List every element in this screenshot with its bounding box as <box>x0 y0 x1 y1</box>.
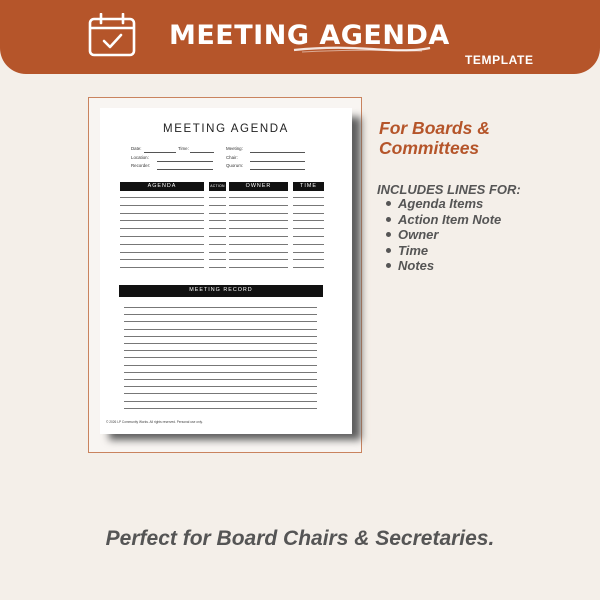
agenda-rule-line <box>120 220 204 221</box>
record-rule-line <box>124 357 317 358</box>
agenda-rule-line <box>293 252 324 253</box>
header-banner <box>0 0 600 74</box>
agenda-rule-line <box>209 259 226 260</box>
agenda-rule-line <box>120 259 204 260</box>
chair-line <box>250 161 305 162</box>
date-label: Date: <box>131 146 142 151</box>
doc-title: MEETING AGENDA <box>163 123 289 135</box>
agenda-rule-line <box>293 220 324 221</box>
list-item <box>382 212 501 228</box>
list-item-label: Owner <box>398 227 439 242</box>
agenda-rule-line <box>229 252 288 253</box>
meeting-line <box>250 152 305 153</box>
bullet-icon <box>386 263 391 268</box>
agenda-rule-line <box>120 197 204 198</box>
record-rule-line <box>124 401 317 402</box>
list-item-label: Time <box>398 242 429 258</box>
agenda-rule-line <box>229 236 288 237</box>
page-footer: © 2026 LP Community Works. All rights reserved. Personal use only. <box>106 420 203 424</box>
agenda-page-preview <box>100 108 352 434</box>
agenda-rule-line <box>293 259 324 260</box>
bullet-icon <box>386 201 391 206</box>
banner-title: MEETING AGENDA <box>169 20 450 51</box>
record-rule-line <box>124 329 317 330</box>
record-rule-line <box>124 321 317 322</box>
date-line <box>144 152 176 153</box>
agenda-rule-line <box>120 228 204 229</box>
record-rule-line <box>124 343 317 344</box>
agenda-rule-line <box>293 267 324 268</box>
location-line <box>157 161 213 162</box>
agenda-rule-line <box>229 205 288 206</box>
agenda-rule-line <box>209 228 226 229</box>
agenda-rule-line <box>209 213 226 214</box>
agenda-rule-line <box>209 244 226 245</box>
agenda-rule-line <box>209 220 226 221</box>
agenda-rule-line <box>293 205 324 206</box>
record-rule-line <box>124 336 317 337</box>
quorum-label: Quorum: <box>226 163 244 168</box>
agenda-rule-line <box>209 205 226 206</box>
bullet-icon <box>386 217 391 222</box>
agenda-rule-line <box>120 252 204 253</box>
includes-label: INCLUDES LINES FOR: <box>377 182 521 197</box>
agenda-rule-line <box>293 197 324 198</box>
recorder-line <box>157 169 213 170</box>
owner-column-header: OWNER <box>229 182 288 191</box>
chair-label: Chair: <box>226 155 238 160</box>
list-item-label: Agenda Items <box>398 196 484 211</box>
time-line <box>190 152 214 153</box>
agenda-rule-line <box>229 220 288 221</box>
list-item <box>382 243 501 259</box>
agenda-rule-line <box>120 205 204 206</box>
agenda-rule-line <box>120 236 204 237</box>
record-rule-line <box>124 372 317 373</box>
list-item <box>382 227 501 243</box>
record-rule-line <box>124 386 317 387</box>
agenda-rule-line <box>209 236 226 237</box>
meeting-label: Meeting: <box>226 146 243 151</box>
agenda-rule-line <box>293 228 324 229</box>
agenda-rule-line <box>229 259 288 260</box>
record-rule-line <box>124 379 317 380</box>
action-column-header: ACTION <box>209 182 226 191</box>
agenda-rule-line <box>293 236 324 237</box>
record-rule-line <box>124 307 317 308</box>
list-item <box>382 196 501 212</box>
agenda-rule-line <box>209 252 226 253</box>
agenda-rule-line <box>229 228 288 229</box>
brush-underline <box>292 44 432 54</box>
location-label: Location: <box>131 155 149 160</box>
bullet-icon <box>386 232 391 237</box>
agenda-rule-line <box>120 244 204 245</box>
agenda-rule-line <box>229 244 288 245</box>
bullet-icon <box>386 248 391 253</box>
tagline: Perfect for Board Chairs & Secretaries. <box>105 527 495 550</box>
agenda-rule-line <box>120 267 204 268</box>
time-column-header: TIME <box>293 182 324 191</box>
agenda-rule-line <box>229 197 288 198</box>
quorum-line <box>250 169 305 170</box>
record-rule-line <box>124 408 317 409</box>
agenda-rule-line <box>229 213 288 214</box>
list-item-label: Notes <box>398 258 435 273</box>
record-rule-line <box>124 365 317 366</box>
calendar-check-icon <box>88 13 136 57</box>
recorder-label: Recorder: <box>131 163 151 168</box>
agenda-rule-line <box>293 244 324 245</box>
record-rule-line <box>124 314 317 315</box>
agenda-rule-line <box>209 197 226 198</box>
time-label: Time: <box>178 146 189 151</box>
meeting-record-header: MEETING RECORD <box>119 285 323 297</box>
agenda-rule-line <box>120 213 204 214</box>
audience-heading <box>379 119 490 158</box>
record-rule-line <box>124 350 317 351</box>
banner-subtitle: TEMPLATE <box>465 53 534 67</box>
audience-heading-line1: For Boards & <box>379 118 490 138</box>
record-rule-line <box>124 393 317 394</box>
list-item <box>382 258 501 274</box>
list-item-label: Action Item Note <box>398 211 502 227</box>
agenda-column-header: AGENDA <box>120 182 204 191</box>
audience-heading-line2: Committees <box>379 137 480 158</box>
agenda-rule-line <box>229 267 288 268</box>
agenda-rule-line <box>209 267 226 268</box>
includes-list <box>382 196 501 274</box>
agenda-rule-line <box>293 213 324 214</box>
